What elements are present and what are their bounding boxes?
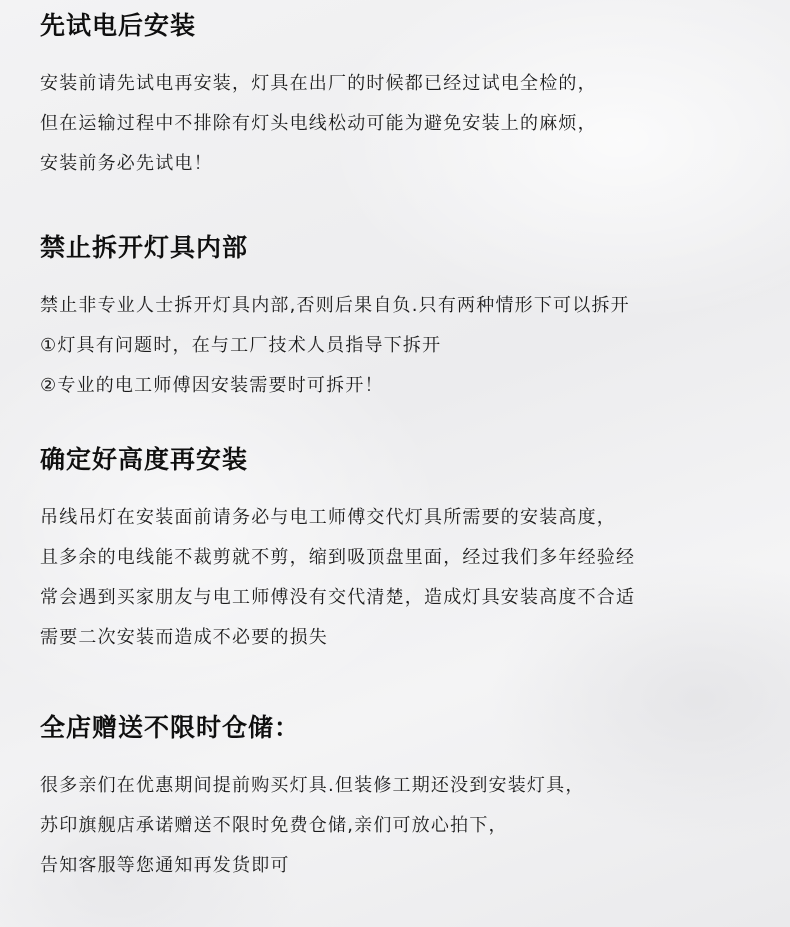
paragraph-line: 需要二次安装而造成不必要的损失 (40, 627, 328, 648)
paragraph-line: 禁止非专业人士拆开灯具内部,否则后果自负.只有两种情形下可以拆开 (40, 295, 630, 316)
section-free-storage (40, 713, 770, 886)
paragraph-line: 苏印旗舰店承诺赠送不限时免费仓储,亲们可放心拍下， (40, 815, 508, 836)
paragraph-line: 但在运输过程中不排除有灯头电线松动可能为避免安装上的麻烦， (40, 113, 597, 134)
paragraph-line: 告知客服等您通知再发货即可 (40, 855, 290, 876)
section-heading: 禁止拆开灯具内部 (40, 233, 249, 262)
section-heading: 确定好高度再安装 (40, 445, 249, 474)
paragraph-line: 常会遇到买家朋友与电工师傅没有交代清楚，造成灯具安装高度不合适 (40, 587, 636, 608)
paragraph-line: 吊线吊灯在安装面前请务必与电工师傅交代灯具所需要的安装高度， (40, 507, 616, 528)
section-test-power (40, 11, 770, 184)
section-height-check (40, 445, 770, 658)
paragraph-line: 且多余的电线能不裁剪就不剪，缩到吸顶盘里面，经过我们多年经验经 (40, 547, 636, 568)
section-no-disassembly (40, 233, 770, 406)
paragraph-line: 安装前请先试电再安装，灯具在出厂的时候都已经过试电全检的， (40, 73, 597, 94)
paragraph-line: ①灯具有问题时，在与工厂技术人员指导下拆开 (40, 335, 442, 356)
paragraph-line: ②专业的电工师傅因安装需要时可拆开！ (40, 375, 384, 396)
section-heading: 全店赠送不限时仓储： (40, 713, 301, 742)
section-heading: 先试电后安装 (40, 11, 197, 40)
paragraph-line: 安装前务必先试电！ (40, 153, 213, 174)
paragraph-line: 很多亲们在优惠期间提前购买灯具.但装修工期还没到安装灯具， (40, 775, 585, 796)
